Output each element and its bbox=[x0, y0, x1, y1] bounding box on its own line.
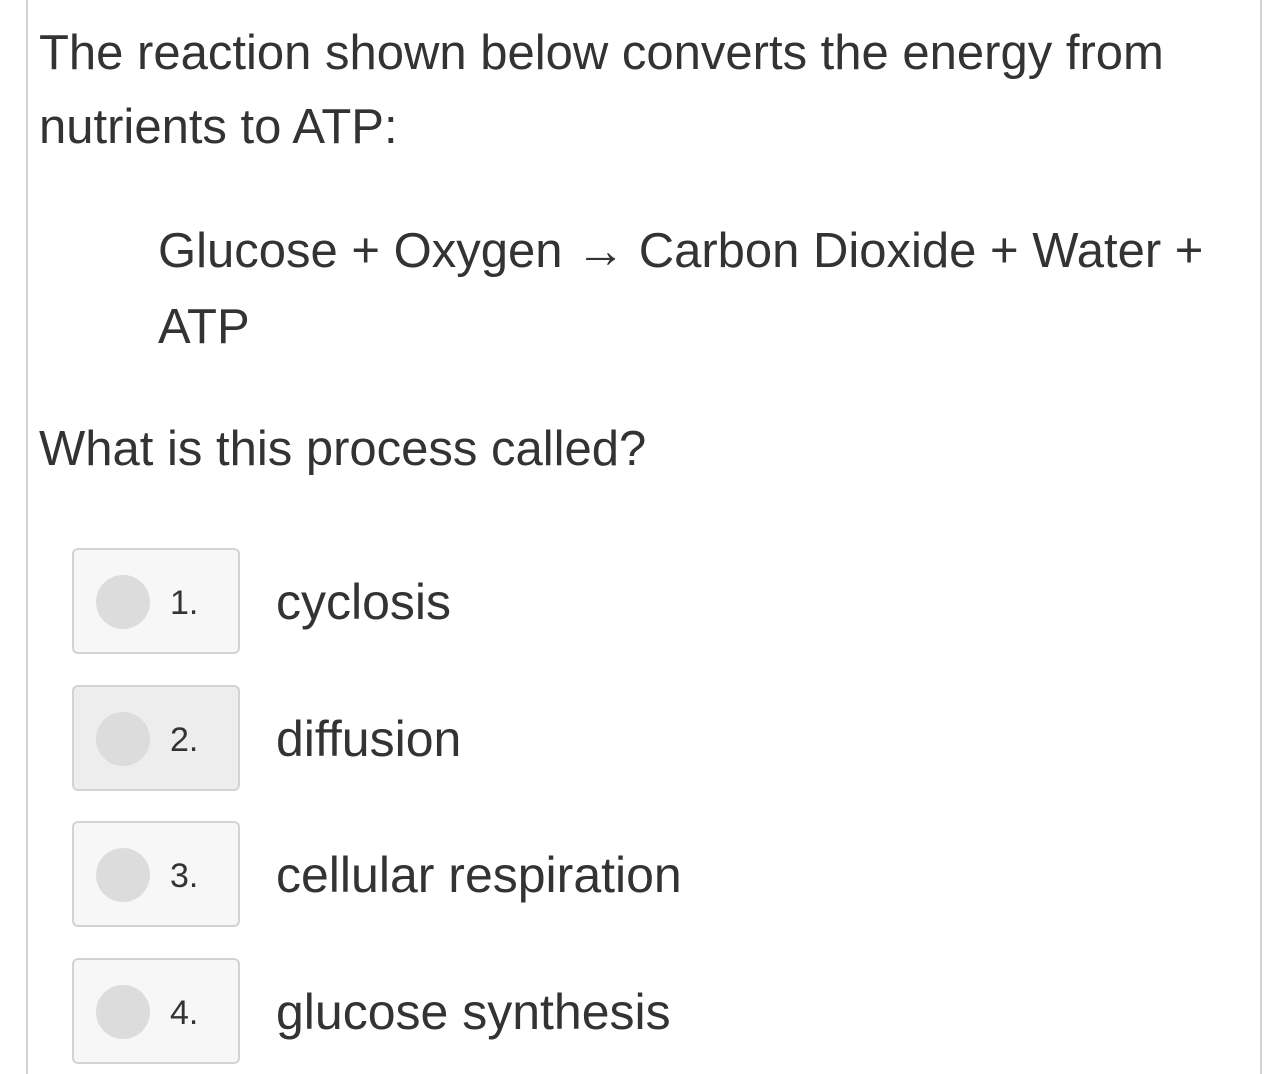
option-label[interactable]: cyclosis bbox=[276, 574, 452, 630]
reaction-equation: Glucose + Oxygen → Carbon Dioxide + Water + ATP bbox=[158, 224, 1204, 354]
answer-option-4[interactable] bbox=[72, 958, 872, 1064]
option-selector-1[interactable] bbox=[72, 548, 240, 654]
option-selector-2[interactable] bbox=[72, 685, 240, 791]
radio-button-2[interactable] bbox=[96, 712, 150, 766]
option-selector-4[interactable] bbox=[72, 958, 240, 1064]
option-label[interactable]: glucose synthesis bbox=[276, 984, 671, 1040]
answer-option-1[interactable] bbox=[72, 548, 872, 654]
answer-option-3[interactable] bbox=[72, 821, 872, 927]
answer-option-2[interactable] bbox=[72, 685, 872, 791]
option-number: 4. bbox=[170, 994, 199, 1032]
option-number: 1. bbox=[170, 584, 199, 622]
option-selector-3[interactable] bbox=[72, 821, 240, 927]
option-label[interactable]: diffusion bbox=[276, 711, 462, 767]
option-number: 3. bbox=[170, 857, 199, 895]
radio-button-1[interactable] bbox=[96, 575, 150, 629]
option-label[interactable]: cellular respiration bbox=[276, 847, 682, 903]
radio-button-3[interactable] bbox=[96, 848, 150, 902]
question-prompt: What is this process called? bbox=[39, 422, 647, 476]
radio-button-4[interactable] bbox=[96, 985, 150, 1039]
question-intro: The reaction shown below converts the energy from nutrients to ATP: bbox=[39, 26, 1164, 154]
option-number: 2. bbox=[170, 721, 199, 759]
